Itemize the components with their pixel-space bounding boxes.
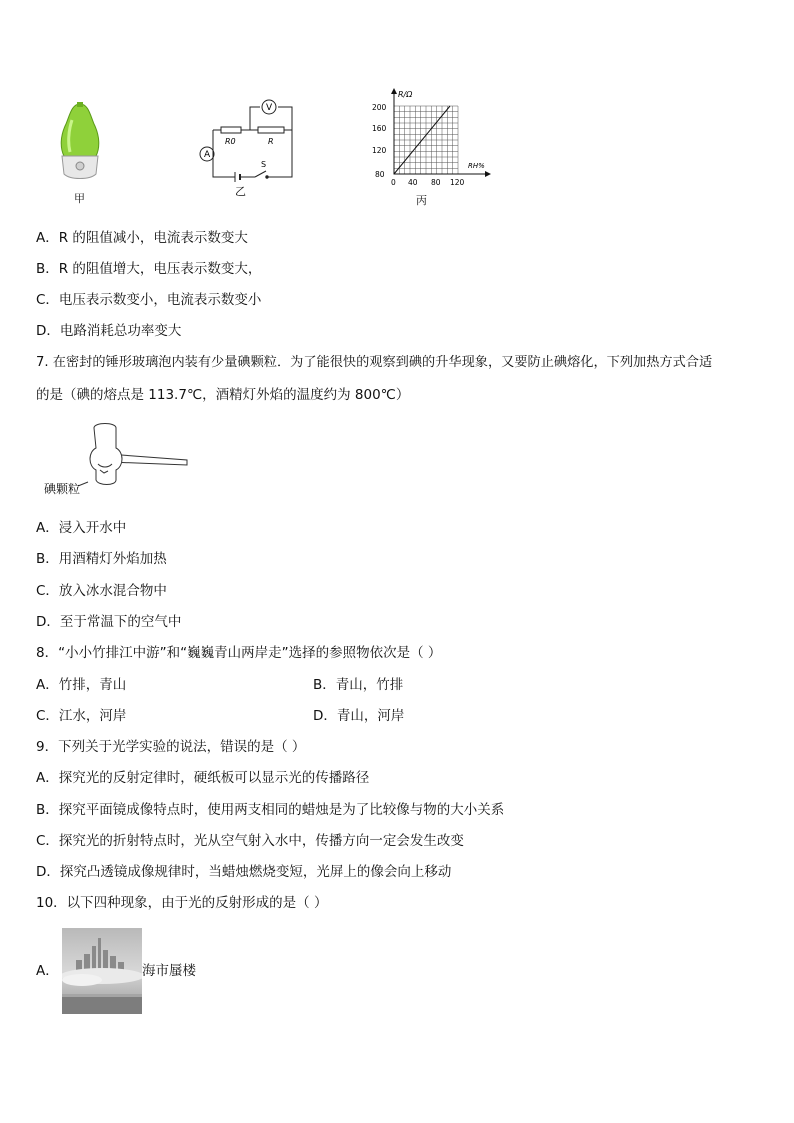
q10-stem: 10．以下四种现象，由于光的反射形成的是（ ）	[36, 895, 328, 911]
ammeter-symbol: A	[204, 150, 211, 160]
x-tick-40: 40	[408, 178, 418, 187]
r0-label: R0	[225, 137, 236, 146]
x-tick-120: 120	[450, 178, 465, 187]
q6-option-d: D．电路消耗总功率变大	[36, 323, 182, 339]
y-tick-160: 160	[372, 124, 387, 133]
q9-stem: 9．下列关于光学实验的说法，错误的是（ ）	[36, 739, 306, 755]
q6-option-c: C．电压表示数变小，电流表示数变小	[36, 292, 262, 308]
q6-option-b: B．R 的阻值增大，电压表示数变大，	[36, 261, 262, 277]
mirage-photo	[62, 928, 142, 1014]
humidifier-figure	[50, 100, 110, 190]
q8-option-c: C．江水，河岸	[36, 708, 127, 724]
q7-option-c: C．放入冰水混合物中	[36, 583, 167, 599]
voltmeter-symbol: V	[266, 103, 273, 113]
q6-option-a: A．R 的阻值减小，电流表示数变大	[36, 230, 248, 246]
q9-option-a: A．探究光的反射定律时，硬纸板可以显示光的传播路径	[36, 770, 370, 786]
graph-xlabel: RH%	[468, 162, 485, 170]
q7-option-a: A．浸入开水中	[36, 520, 127, 536]
q7-option-d: D．至于常温下的空气中	[36, 614, 182, 630]
x-tick-80: 80	[431, 178, 441, 187]
q7-stem-line1: 7. 在密封的锤形玻璃泡内装有少量碘颗粒．为了能很快的观察到碘的升华现象，又要防止碘熔化，下列加热方式合适	[36, 355, 713, 370]
graph-grid	[394, 106, 458, 174]
switch-label: S	[261, 160, 267, 169]
q9-option-b: B．探究平面镜成像特点时，使用两支相同的蜡烛是为了比较像与物的大小关系	[36, 802, 505, 818]
y-tick-200: 200	[372, 103, 387, 112]
q8-option-d: D．青山，河岸	[313, 708, 405, 724]
graph-ylabel: R/Ω	[398, 90, 413, 99]
q7-option-b: B．用酒精灯外焰加热	[36, 551, 167, 567]
q8-option-b: B．青山，竹排	[313, 677, 404, 693]
circuit-diagram	[195, 97, 300, 187]
q10-option-a-prefix: A．	[36, 963, 59, 979]
iodine-particle-label: 碘颗粒	[44, 482, 81, 496]
r-label: R	[268, 137, 274, 146]
figure-yi-label: 乙	[235, 185, 246, 198]
q8-option-a: A．竹排，青山	[36, 677, 127, 693]
q9-option-d: D．探究凸透镜成像规律时，当蜡烛燃烧变短，光屏上的像会向上移动	[36, 864, 452, 880]
figure-bing-label: 丙	[416, 194, 427, 207]
mirage-label: 海市蜃楼	[142, 963, 196, 979]
q7-stem-line2: 的是（碘的熔点是 113.7℃，酒精灯外焰的温度约为 800℃）	[36, 387, 410, 403]
q8-stem: 8．“小小竹排江中游”和“巍巍青山两岸走”选择的参照物依次是（ ）	[36, 645, 442, 661]
resistance-humidity-graph	[362, 86, 502, 190]
y-tick-80: 80	[375, 170, 385, 179]
q9-option-c: C．探究光的折射特点时，光从空气射入水中，传播方向一定会发生改变	[36, 833, 464, 849]
y-tick-120: 120	[372, 146, 387, 155]
figure-jia-label: 甲	[74, 192, 85, 205]
x-tick-0: 0	[391, 178, 396, 187]
